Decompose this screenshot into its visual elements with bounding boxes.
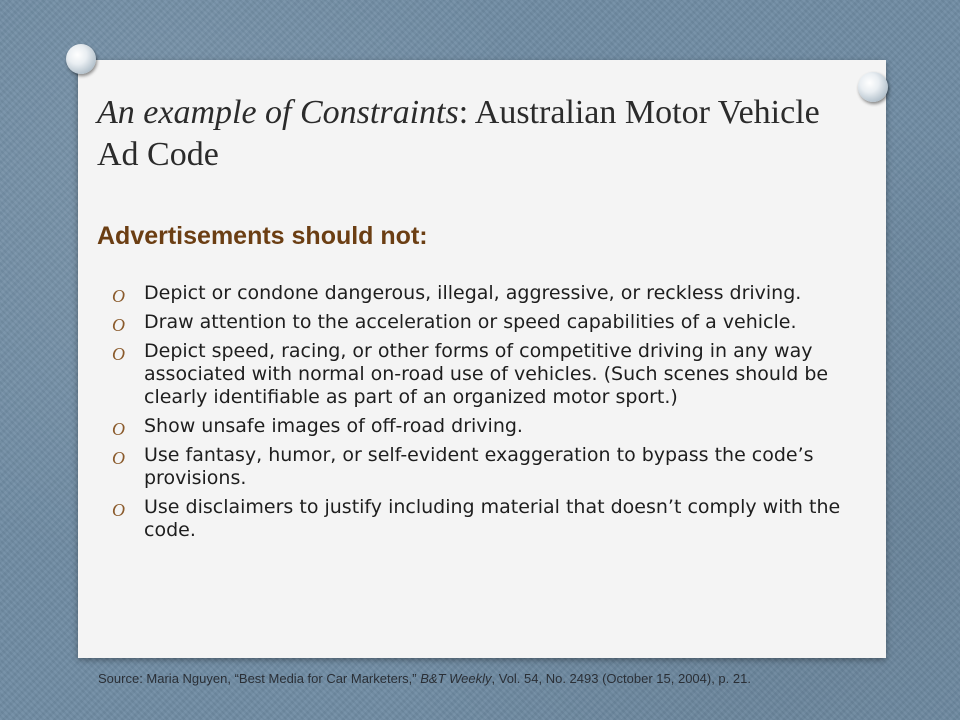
pushpin-left-icon: [66, 44, 96, 74]
title-regular: : Australian Motor Vehicle Ad Code: [97, 94, 820, 173]
bullet-text: Draw attention to the acceleration or speed capabilities of a vehicle.: [144, 311, 797, 333]
bullet-text: Use fantasy, humor, or self-evident exaggeration to bypass the code’s provisions.: [144, 444, 814, 489]
source-publication: B&T Weekly: [420, 671, 492, 686]
bullet-text: Depict speed, racing, or other forms of competitive driving in any way associated with normal on-road use of vehicles. (Such scenes should be clearly identifiable as part of an organized motor sport.): [144, 340, 829, 408]
bullet-marker-icon: O: [112, 419, 125, 439]
bullet-marker-icon: O: [112, 448, 125, 468]
source-suffix: , Vol. 54, No. 2493 (October 15, 2004), p. 21.: [491, 671, 751, 686]
list-item: [112, 444, 882, 490]
bullet-text: Use disclaimers to justify including material that doesn’t comply with the code.: [144, 496, 841, 541]
bullet-text: Depict or condone dangerous, illegal, aggressive, or reckless driving.: [144, 282, 802, 304]
bullet-list: [112, 282, 882, 548]
list-item: [112, 496, 882, 542]
subheading: Advertisements should not:: [97, 222, 428, 250]
pushpin-right-icon: [858, 72, 888, 102]
source-citation: [98, 671, 918, 686]
list-item: [112, 415, 882, 438]
bullet-marker-icon: O: [112, 500, 125, 520]
list-item: [112, 282, 882, 305]
slide-title: [97, 92, 857, 176]
bullet-marker-icon: O: [112, 286, 125, 306]
bullet-text: Show unsafe images of off-road driving.: [144, 415, 523, 437]
title-italic: An example of Constraints: [97, 94, 459, 131]
source-prefix: Source: Maria Nguyen, “Best Media for Car Marketers,”: [98, 671, 421, 686]
bullet-marker-icon: O: [112, 344, 125, 364]
bullet-marker-icon: O: [112, 315, 125, 335]
list-item: [112, 311, 882, 334]
list-item: [112, 340, 882, 409]
